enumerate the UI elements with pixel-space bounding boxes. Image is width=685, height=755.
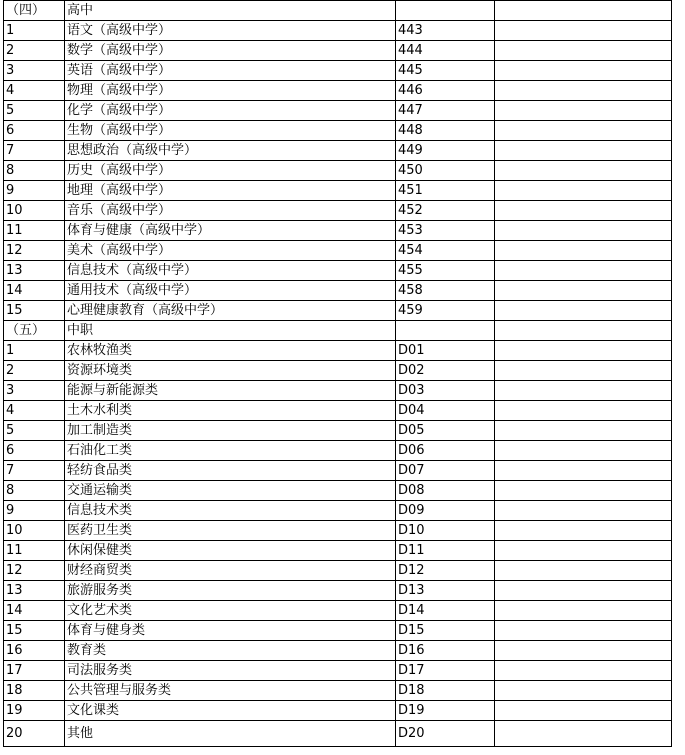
empty-cell <box>396 321 495 341</box>
subject-code: 447 <box>396 101 495 121</box>
subject-name: 交通运输类 <box>65 481 396 501</box>
empty-cell <box>495 681 672 701</box>
table-row <box>4 661 672 681</box>
subject-code: D16 <box>396 641 495 661</box>
subject-name: 化学（高级中学） <box>65 101 396 121</box>
subject-code: 450 <box>396 161 495 181</box>
row-number: 3 <box>4 381 65 401</box>
subject-code: 446 <box>396 81 495 101</box>
table-row <box>4 441 672 461</box>
subject-name: 体育与健身类 <box>65 621 396 641</box>
row-number: 10 <box>4 521 65 541</box>
subject-code: 452 <box>396 201 495 221</box>
subject-code: D03 <box>396 381 495 401</box>
subject-code: 445 <box>396 61 495 81</box>
row-number: 11 <box>4 541 65 561</box>
subject-code: D12 <box>396 561 495 581</box>
table-row <box>4 301 672 321</box>
row-number: 11 <box>4 221 65 241</box>
row-number: 12 <box>4 561 65 581</box>
table-body <box>4 1 672 747</box>
subject-name: 英语（高级中学） <box>65 61 396 81</box>
row-number: 14 <box>4 601 65 621</box>
subject-code: D06 <box>396 441 495 461</box>
row-number: 14 <box>4 281 65 301</box>
row-number: 8 <box>4 161 65 181</box>
empty-cell <box>495 141 672 161</box>
table-row <box>4 161 672 181</box>
empty-cell <box>495 621 672 641</box>
subject-name: 地理（高级中学） <box>65 181 396 201</box>
row-number: 1 <box>4 21 65 41</box>
table-row <box>4 601 672 621</box>
empty-cell <box>495 521 672 541</box>
table-row <box>4 121 672 141</box>
row-number: 13 <box>4 581 65 601</box>
table-row <box>4 181 672 201</box>
subject-name: 公共管理与服务类 <box>65 681 396 701</box>
row-number: 15 <box>4 621 65 641</box>
subject-name: 资源环境类 <box>65 361 396 381</box>
table-row <box>4 341 672 361</box>
subject-code: 455 <box>396 261 495 281</box>
table-row <box>4 261 672 281</box>
row-number: 8 <box>4 481 65 501</box>
subject-code: D19 <box>396 701 495 721</box>
row-number: 13 <box>4 261 65 281</box>
empty-cell <box>495 181 672 201</box>
empty-cell <box>495 81 672 101</box>
empty-cell <box>495 421 672 441</box>
empty-cell <box>495 61 672 81</box>
table-row <box>4 21 672 41</box>
table-row <box>4 481 672 501</box>
row-number: 19 <box>4 701 65 721</box>
subject-code: D14 <box>396 601 495 621</box>
subject-code: D02 <box>396 361 495 381</box>
row-number: 10 <box>4 201 65 221</box>
row-number: 12 <box>4 241 65 261</box>
section-header-row <box>4 321 672 341</box>
empty-cell <box>495 641 672 661</box>
row-number: 20 <box>4 721 65 747</box>
table-row <box>4 101 672 121</box>
section-name: 高中 <box>65 1 396 21</box>
subject-code: 451 <box>396 181 495 201</box>
empty-cell <box>495 261 672 281</box>
row-number: 15 <box>4 301 65 321</box>
subject-name: 休闲保健类 <box>65 541 396 561</box>
section-index: （五） <box>4 321 65 341</box>
subject-code: 458 <box>396 281 495 301</box>
subject-code: D07 <box>396 461 495 481</box>
table-row <box>4 41 672 61</box>
empty-cell <box>495 161 672 181</box>
subject-name: 历史（高级中学） <box>65 161 396 181</box>
subject-name: 医药卫生类 <box>65 521 396 541</box>
subject-code: D10 <box>396 521 495 541</box>
subject-name: 语文（高级中学） <box>65 21 396 41</box>
subject-code: 459 <box>396 301 495 321</box>
subject-code: D08 <box>396 481 495 501</box>
empty-cell <box>495 101 672 121</box>
subject-name: 旅游服务类 <box>65 581 396 601</box>
subject-name: 体育与健康（高级中学） <box>65 221 396 241</box>
table-row <box>4 501 672 521</box>
row-number: 6 <box>4 441 65 461</box>
subject-name: 财经商贸类 <box>65 561 396 581</box>
table-row <box>4 201 672 221</box>
subject-code: D01 <box>396 341 495 361</box>
subject-name: 通用技术（高级中学） <box>65 281 396 301</box>
subject-name: 音乐（高级中学） <box>65 201 396 221</box>
row-number: 9 <box>4 181 65 201</box>
table-row <box>4 421 672 441</box>
subject-name: 美术（高级中学） <box>65 241 396 261</box>
empty-cell <box>495 21 672 41</box>
section-header-row <box>4 1 672 21</box>
row-number: 2 <box>4 41 65 61</box>
table-row <box>4 641 672 661</box>
subject-code: D13 <box>396 581 495 601</box>
empty-cell <box>495 201 672 221</box>
table-row <box>4 701 672 721</box>
subject-code: 454 <box>396 241 495 261</box>
subject-name: 生物（高级中学） <box>65 121 396 141</box>
section-index: （四） <box>4 1 65 21</box>
table-row <box>4 681 672 701</box>
subject-code: 444 <box>396 41 495 61</box>
empty-cell <box>495 441 672 461</box>
subject-name: 信息技术类 <box>65 501 396 521</box>
row-number: 2 <box>4 361 65 381</box>
empty-cell <box>495 321 672 341</box>
row-number: 17 <box>4 661 65 681</box>
empty-cell <box>495 41 672 61</box>
subject-code: D11 <box>396 541 495 561</box>
section-name: 中职 <box>65 321 396 341</box>
empty-cell <box>495 281 672 301</box>
empty-cell <box>495 401 672 421</box>
subject-name: 教育类 <box>65 641 396 661</box>
table-row <box>4 241 672 261</box>
subject-code: D20 <box>396 721 495 747</box>
table-row <box>4 521 672 541</box>
empty-cell <box>495 461 672 481</box>
empty-cell <box>495 241 672 261</box>
empty-cell <box>495 481 672 501</box>
subject-code: D15 <box>396 621 495 641</box>
subject-name: 文化艺术类 <box>65 601 396 621</box>
subject-name: 能源与新能源类 <box>65 381 396 401</box>
subject-name: 农林牧渔类 <box>65 341 396 361</box>
subject-code: D04 <box>396 401 495 421</box>
subject-name: 司法服务类 <box>65 661 396 681</box>
row-number: 4 <box>4 401 65 421</box>
empty-cell <box>495 221 672 241</box>
empty-cell <box>495 541 672 561</box>
subject-name: 土木水利类 <box>65 401 396 421</box>
table-row <box>4 381 672 401</box>
row-number: 9 <box>4 501 65 521</box>
table-row <box>4 281 672 301</box>
table-row <box>4 461 672 481</box>
subject-name: 信息技术（高级中学） <box>65 261 396 281</box>
row-number: 16 <box>4 641 65 661</box>
subject-code: D09 <box>396 501 495 521</box>
empty-cell <box>495 581 672 601</box>
empty-cell <box>396 1 495 21</box>
table-row <box>4 581 672 601</box>
empty-cell <box>495 721 672 747</box>
empty-cell <box>495 661 672 681</box>
row-number: 18 <box>4 681 65 701</box>
subject-code: 453 <box>396 221 495 241</box>
subject-code: 448 <box>396 121 495 141</box>
empty-cell <box>495 601 672 621</box>
subject-name: 轻纺食品类 <box>65 461 396 481</box>
subject-code: 449 <box>396 141 495 161</box>
empty-cell <box>495 121 672 141</box>
table-row <box>4 81 672 101</box>
empty-cell <box>495 501 672 521</box>
subject-code: 443 <box>396 21 495 41</box>
subject-name: 思想政治（高级中学） <box>65 141 396 161</box>
subject-name: 心理健康教育（高级中学） <box>65 301 396 321</box>
table-row <box>4 561 672 581</box>
table-row <box>4 141 672 161</box>
subject-name: 物理（高级中学） <box>65 81 396 101</box>
row-number: 5 <box>4 101 65 121</box>
row-number: 3 <box>4 61 65 81</box>
subject-name: 其他 <box>65 721 396 747</box>
table-row <box>4 221 672 241</box>
table-row <box>4 361 672 381</box>
empty-cell <box>495 301 672 321</box>
empty-cell <box>495 1 672 21</box>
table-row <box>4 621 672 641</box>
row-number: 4 <box>4 81 65 101</box>
subject-code: D17 <box>396 661 495 681</box>
subject-code: D05 <box>396 421 495 441</box>
row-number: 1 <box>4 341 65 361</box>
row-number: 6 <box>4 121 65 141</box>
table-row <box>4 61 672 81</box>
row-number: 7 <box>4 141 65 161</box>
empty-cell <box>495 381 672 401</box>
subject-code: D18 <box>396 681 495 701</box>
subject-code-table <box>3 0 672 747</box>
empty-cell <box>495 341 672 361</box>
row-number: 5 <box>4 421 65 441</box>
row-number: 7 <box>4 461 65 481</box>
empty-cell <box>495 701 672 721</box>
table-row <box>4 541 672 561</box>
table-row <box>4 401 672 421</box>
empty-cell <box>495 561 672 581</box>
subject-name: 数学（高级中学） <box>65 41 396 61</box>
subject-name: 加工制造类 <box>65 421 396 441</box>
empty-cell <box>495 361 672 381</box>
subject-name: 文化课类 <box>65 701 396 721</box>
table-row <box>4 721 672 747</box>
subject-name: 石油化工类 <box>65 441 396 461</box>
